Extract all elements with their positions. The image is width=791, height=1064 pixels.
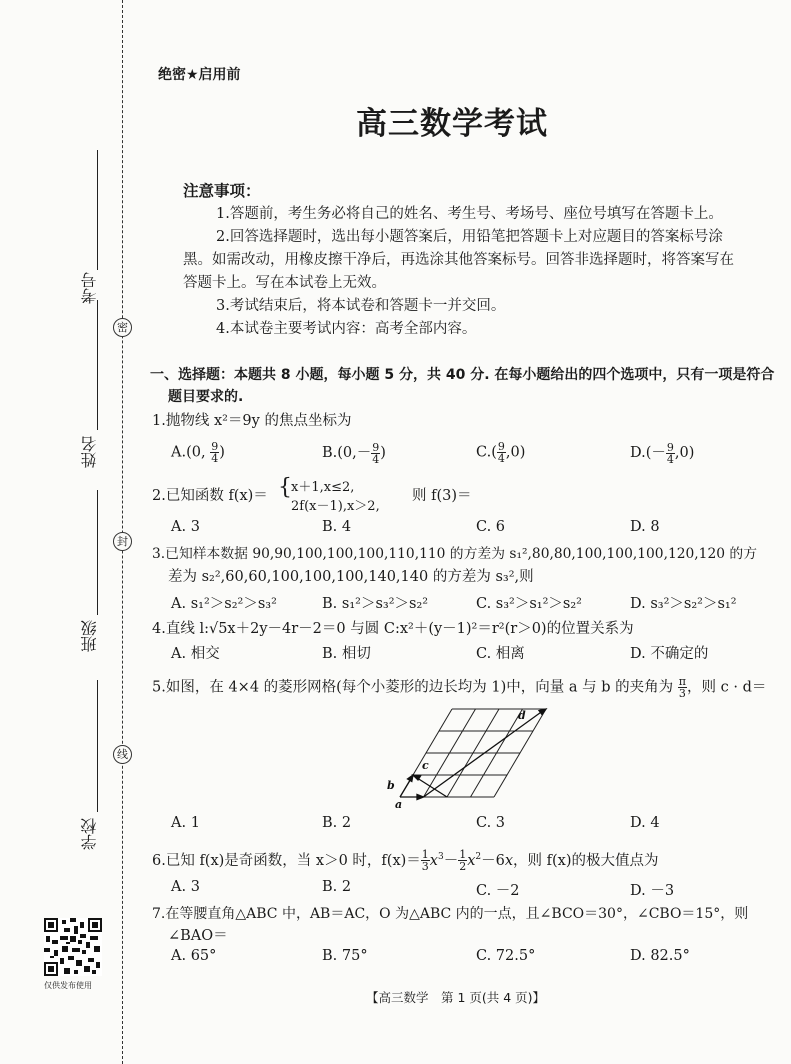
q7-option-b: B. 75° (322, 948, 368, 964)
q1-stem: 1.抛物线 x²＝9y 的焦点坐标为 (152, 413, 352, 429)
margin-label-exam-number: 考号 (80, 272, 99, 304)
notice-item-4: 4.本试卷主要考试内容：高考全部内容。 (216, 321, 477, 337)
q2-brace: { (278, 475, 292, 500)
q2-option-a: A. 3 (171, 519, 200, 535)
q4-stem: 4.直线 l:√5x＋2y－4r－2＝0 与圆 C:x²＋(y－1)²＝r²(r＞0)的位置关系为 (152, 621, 634, 637)
q6-option-a: A. 3 (171, 879, 200, 895)
margin-label-class: 班级 (80, 620, 99, 652)
school-write-line (97, 680, 98, 812)
q3-option-d: D. s₃²＞s₂²＞s₁² (630, 596, 737, 612)
secret-label: 绝密★启用前 (158, 67, 241, 83)
q2-option-b: B. 4 (322, 519, 352, 535)
q4-option-b: B. 相切 (322, 646, 371, 662)
q1-option-c: C.( $\frac{9}{4}$ ,0) (476, 440, 526, 465)
notice-item-2-end: 答题卡上。写在本试卷上无效。 (183, 275, 386, 291)
margin-label-name: 姓名 (80, 436, 99, 468)
q5-option-c: C. 3 (476, 815, 506, 831)
margin-label-school: 学校 (80, 818, 99, 850)
q7-option-c: C. 72.5° (476, 948, 536, 964)
q2-option-d: D. 8 (630, 519, 660, 535)
seal-circle-mi: 密 (113, 318, 132, 337)
q6-stem: 6.已知 f(x)是奇函数，当 x＞0 时，f(x)＝ $\frac{1}{3}$ $x^3-$ $\frac{1}{2}$ $x^2-6x$，则 f(x)的极大值点为 (152, 848, 659, 874)
qr-caption: 仅供发布使用 (44, 981, 92, 990)
page-footer: 【高三数学 第 1 页(共 4 页)】 (366, 990, 546, 1005)
q3-stem: 3.已知样本数据 90,90,100,100,100,110,110 的方差为 s₁²,80,80,100,100,100,120,120 的方 (152, 546, 757, 562)
q4-option-c: C. 相离 (476, 646, 525, 662)
vector-label-b: b (387, 779, 395, 792)
notice-item-2-cont: 黑。如需改动，用橡皮擦干净后，再选涂其他答案标号。回答非选择题时，将答案写在 (183, 252, 734, 268)
q1-option-a: A.(0, $\frac{9}{4}$ ) (171, 440, 225, 465)
notice-item-1: 1.答题前，考生务必将自己的姓名、考生号、考场号、座位号填写在答题卡上。 (216, 206, 723, 222)
q6-option-d: D. －3 (630, 883, 675, 899)
notice-item-2: 2.回答选择题时，选出每小题答案后，用铅笔把答题卡上对应题目的答案标号涂 (216, 229, 723, 245)
q1-option-d: D.(－ $\frac{9}{4}$ ,0) (630, 440, 695, 466)
q3-option-c: C. s₃²＞s₁²＞s₂² (476, 596, 582, 612)
page-title: 高三数学考试 (356, 106, 548, 142)
q5-stem: 5.如图，在 4×4 的菱形网格(每个小菱形的边长均为 1)中，向量 a 与 b 的夹角为 $\frac{\pi}{3}$ ，则 c · d＝ (152, 675, 767, 700)
vector-label-d: d (518, 709, 526, 722)
q2-stem-prefix: 2.已知函数 f(x)＝ (152, 488, 268, 504)
notice-heading: 注意事项： (183, 182, 261, 200)
seal-circle-xian: 线 (113, 745, 132, 764)
notice-item-3: 3.考试结束后，将本试卷和答题卡一并交回。 (216, 298, 506, 314)
q7-stem-cont: ∠BAO＝ (168, 928, 228, 944)
q4-option-a: A. 相交 (171, 646, 220, 662)
class-write-line (97, 490, 98, 615)
q4-option-d: D. 不确定的 (630, 646, 709, 662)
section1-heading: 一、选择题：本题共 8 小题，每小题 5 分，共 40 分. 在每小题给出的四个选项中，只有一项是符合 (150, 367, 775, 383)
q1-option-b: B.(0,－ $\frac{9}{4}$ ) (322, 440, 386, 466)
q6-option-c: C. －2 (476, 883, 520, 899)
name-write-line (97, 300, 98, 430)
q5-option-d: D. 4 (630, 815, 660, 831)
qr-code-icon (44, 918, 102, 976)
q6-option-b: B. 2 (322, 879, 352, 895)
q3-stem-cont: 差为 s₂²,60,60,100,100,100,140,140 的方差为 s₃²,则 (168, 569, 534, 585)
section1-heading-cont: 题目要求的. (168, 389, 244, 405)
q2-stem-suffix: 则 f(3)＝ (412, 488, 472, 504)
q2-option-c: C. 6 (476, 519, 506, 535)
seal-circle-feng: 封 (113, 532, 132, 551)
q2-case2: 2f(x－1),x＞2, (291, 499, 380, 514)
exam-number-write-line (97, 150, 98, 270)
q3-option-b: B. s₁²＞s₃²＞s₂² (322, 596, 429, 612)
q2-case1: x＋1,x≤2, (291, 480, 355, 495)
q7-option-a: A. 65° (171, 948, 217, 964)
q5-option-b: B. 2 (322, 815, 352, 831)
q5-rhombus-grid-figure (378, 700, 550, 810)
q7-stem: 7.在等腰直角△ABC 中，AB＝AC，O 为△ABC 内的一点，且∠BCO＝30°，∠CBO＝15°，则 (152, 906, 749, 922)
vector-label-c: c (422, 759, 429, 772)
vector-label-a: a (395, 798, 403, 810)
q3-option-a: A. s₁²＞s₂²＞s₃² (171, 596, 277, 612)
q7-option-d: D. 82.5° (630, 948, 690, 964)
q5-option-a: A. 1 (171, 815, 200, 831)
